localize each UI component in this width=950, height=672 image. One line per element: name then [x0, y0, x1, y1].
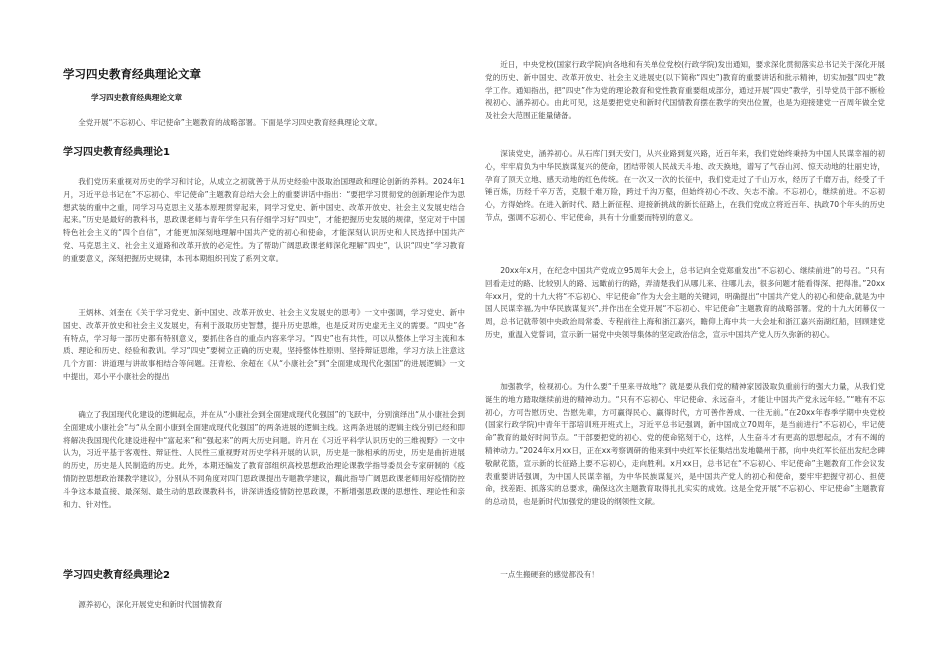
intro-paragraph: 全党开展“不忘初心、牢记使命”主题教育的战略部署。下面是学习四史教育经典理论文章。 — [78, 118, 383, 127]
document-subtitle: 学习四史教育经典理论文章 — [91, 93, 183, 102]
right-paragraph-1: 近日，中央党校(国家行政学院)向各地和有关单位党校(行政学院)发出通知，要求深化贯彻落实总书记关于深化开展党的历史、新中国史、改革开放史、社会主义进展史(以下简称“四史”)教育的重要讲话和批示精神，切实加强“四史”教学工作。通知指出，把“四史”作为党的理论教育和党性教育重要组成部分，通过开展“四史”教学，引导党员干部不断检视初心、涵养初心。由此可见，这是要把党史和新时代国情教育摆在教学的突出位置，也是为迎接建党一百周年做全党及社会大范围正能量储备。 — [485, 60, 885, 121]
right-paragraph-2: 深读党史，涵养初心。从石库门到天安门，从兴业路到复兴路，近百年来，我们党始终秉持为中国人民谋幸福的初心，牢牢肩负为中华民族谋复兴的使命，团结带领人民战天斗地、改天换地，谱写了气吞山河、惊天动地的壮丽史诗，孕育了顶天立地、感天动地的红色传统。在一次又一次的长征中，我们党走过了千山万水，经历了千磨万击，经受了千锤百炼，历经千辛万苦，克服千难万险，跨过千沟万壑，但始终初心不改、矢志不渝。不忘初心，继续前进。不忘初心，方得始终。在进入新时代、踏上新征程、迎接新挑战的新长征路上，在我们党成立将近百年、执政70个年头的历史节点，强调不忘初心、牢记使命，具有十分重要而特别的意义。 — [485, 149, 885, 222]
right-paragraph-5: 一点生搬硬套的感觉都没有！ — [500, 570, 599, 579]
section-2-paragraph-1: 源养初心，深化开展党史和新时代国情教育 — [78, 600, 223, 609]
section-1-paragraph-2: 王炳林、刘奎在《关于学习党史、新中国史、改革开放史、社会主义发展史的思考》一文中强调，学习党史、新中国史、改革开放史和社会主义发展史，有利于汲取历史智慧，提升历史思维，也是反对历史虚无主义的需要。“四史”各有特点，学习每一部历史都有特别意义，要抓住各自的重点内容来学习。“四史”也有共性，可以从整体上学习主流和本质、理论和历史、经验和教训。学习“四史”要树立正确的历史观，坚持整体性原则、坚持辩证思维，学习方法上注意这几个方面：讲道理与讲故事相结合等问题。汪青松、余超在《从“小康社会”到“全面建成现代化强国”的进展逻辑》一文中提出，邓小平小康社会的提出 — [63, 308, 465, 381]
right-paragraph-4: 加强教学，检视初心。为什么要“千里来寻故地”？就是要从我们党的精神家园汲取负重前行的强大力量，从我们党诞生的地方踏取继续前进的精神动力。“只有不忘初心、牢记使命、永远奋斗，才能让中国共产党永远年轻。”“唯有不忘初心，方可告慰历史、告慰先辈，方可赢得民心、赢得时代，方可善作善成、一往无前。”在20xx年春季学期中央党校(国家行政学院)中青年干部培训班开班式上，习近平总书记强调，新中国成立70周年，是当前进行“不忘初心，牢记使命”教育的最好时间节点。“干部要把党的初心、党的使命铭刻于心，这样，人生奋斗才有更高的思想起点，才有不竭的精神动力。”2024年x月xx日，正在xx考察调研的他来到中央红军长征集结出发地赣州于都，向中央红军长征出发纪念碑敬献花篮，宣示新的长征路上要不忘初心，走向胜利。x月xx日，总书记在“不忘初心、牢记使命”主题教育工作会议发表重要讲话强调，为中国人民谋幸福，为中华民族谋复兴，是中国共产党人的初心和使命，要牢牢把握守初心、担使命，找差距、抓落实的总要求，确保这次主题教育取得扎扎实实的成效。这是全党开展“不忘初心、牢记使命”主题教育的总动员，也是新时代加强党的建设的纲领性文献。 — [485, 382, 885, 507]
right-paragraph-3: 20xx年x月，在纪念中国共产党成立95周年大会上，总书记向全党郑重发出“不忘初心、继续前进”的号召。“只有回看走过的路、比较别人的路、远瞰前行的路，弄清楚我们从哪儿来、往哪儿去，很多问题才能看得深、把得准。”20xx年xx月，党的十九大将“不忘初心、牢记使命”作为大会主题的关键词，明确提出“中国共产党人的初心和使命,就是为中国人民谋幸福,为中华民族谋复兴”,并作出在全党开展“不忘初心、牢记使命”主题教育的战略部署。党的十九大闭幕仅一周，总书记就带领中央政治局常委、专程前往上海和浙江嘉兴，瞻仰上海中共一大会址和浙江嘉兴南湖红船，回顾建党历史，重温入党誓词，宣示新一届党中央领导集体的坚定政治信念，宣示中国共产党人历久弥新的初心。 — [485, 266, 885, 339]
document-title: 学习四史教育经典理论文章 — [63, 67, 201, 81]
section-2-heading: 学习四史教育经典理论2 — [63, 570, 170, 581]
section-1-heading: 学习四史教育经典理论1 — [63, 147, 170, 158]
section-1-paragraph-1: 我们党历来重视对历史的学习和讨论，从成立之初就善于从历史经验中汲取治国理政和理论创新的养料。2024年1月，习近平总书记在“不忘初心、牢记使命”主题教育总结大会上的重要讲话中指出：“要把学习贯彻党的创新理论作为思想武装的重中之重，同学习马克思主义基本原理贯穿起来，同学习党史、新中国史、改革开放史、社会主义发展史结合起来。”历史是最好的教科书，思政课老师与青年学生只有仔细学习好“四史”，才能把握历史发展的规律，坚定对于中国特色社会主义的“四个自信”，才能更加深刻地理解中国共产党的初心和使命，才能深刻认识历史和人民选择中国共产党、马克思主义、社会主义道路和改革开放的必定性。为了帮助广阔思政课老师深化理解“四史”，认识“四史”学习教育的重要意义，深刻把握历史规律，本刊本期组织刊发了系列文章。 — [63, 177, 465, 263]
section-1-paragraph-3: 确立了我国现代化建设的逻辑起点，并在从“小康社会到全面建成现代化强国”的飞跃中，分别演绎出“从小康社会到全面建成小康社会”与“从全面小康到全面建成现代化强国”的两条进展的逻辑主线。这两条进展的逻辑主线分别已经和即将解决我国现代化建设进程中“富起来”和“强起来”的两大历史问题。许月在《习近平科学认识历史的三维视野》一文中认为，习近平基于客观性、辩证性、人民性三重视野对历史学科开展的认识，历史是一脉相承的历史，历史是曲折进展的历史，历史是人民制造的历史。此外，本期还编发了教育部组织高校思想政治理论课教学指导委员会专家研制的《疫情防控思想政治课教学建议》，分别从不同角度对四门思政课提出专题教学建议，藕此指导广阔思政课老师用好疫情防控斗争这本最直接、最深刻、最生动的思政课教科书，讲深讲透疫情防控思政课，不断增强思政课的思想性、理论性和亲和力、针对性。 — [63, 410, 465, 509]
